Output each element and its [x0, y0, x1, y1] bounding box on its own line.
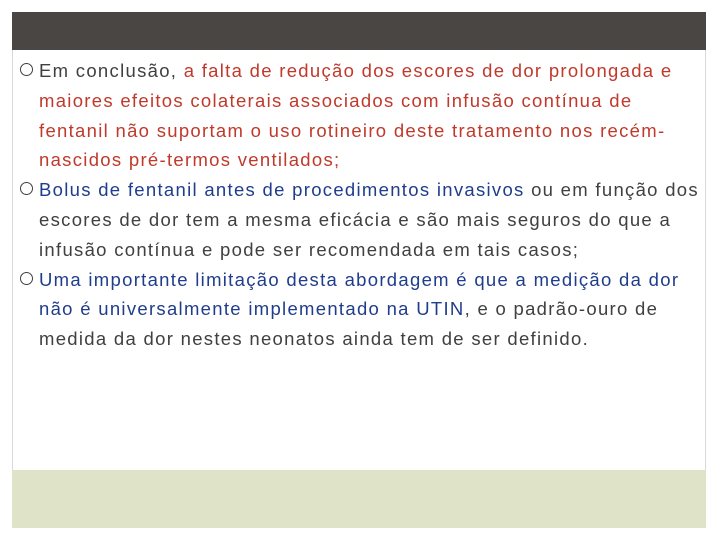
- bullet-text-highlight: Uma importante limitação desta abordagem é que a medição da dor não é universalmente implementado na UTIN: [39, 268, 680, 320]
- bullet-item-limitation: [20, 265, 704, 354]
- bullet-item-bolus: [20, 175, 704, 264]
- bullet-list: [20, 56, 704, 354]
- bullet-text-highlight: Bolus de fentanil antes de procedimentos invasivos: [39, 179, 525, 201]
- bullet-text: ou em função dos escores de dor tem a mesma eficácia e são mais seguros do que a infusão contínua e pode ser recomendada em tais casos;: [39, 179, 699, 260]
- footer-bar: [12, 470, 706, 528]
- bullet-text-highlight: a falta de redução dos escores de dor prolongada e maiores efeitos colaterais associados com infusão contínua de fentanil não suportam o uso rotineiro deste tratamento nos recém-nascidos pré-termos ventilados;: [39, 60, 673, 171]
- header-bar: [12, 12, 706, 50]
- bullet-circle-icon: [20, 182, 33, 195]
- bullet-circle-icon: [20, 63, 33, 76]
- bullet-text: Em conclusão,: [39, 60, 184, 81]
- bullet-circle-icon: [20, 272, 33, 285]
- bullet-text: , e o padrão-ouro de medida da dor nestes neonatos ainda tem de ser definido.: [39, 298, 659, 350]
- bullet-item-conclusion: [20, 56, 704, 175]
